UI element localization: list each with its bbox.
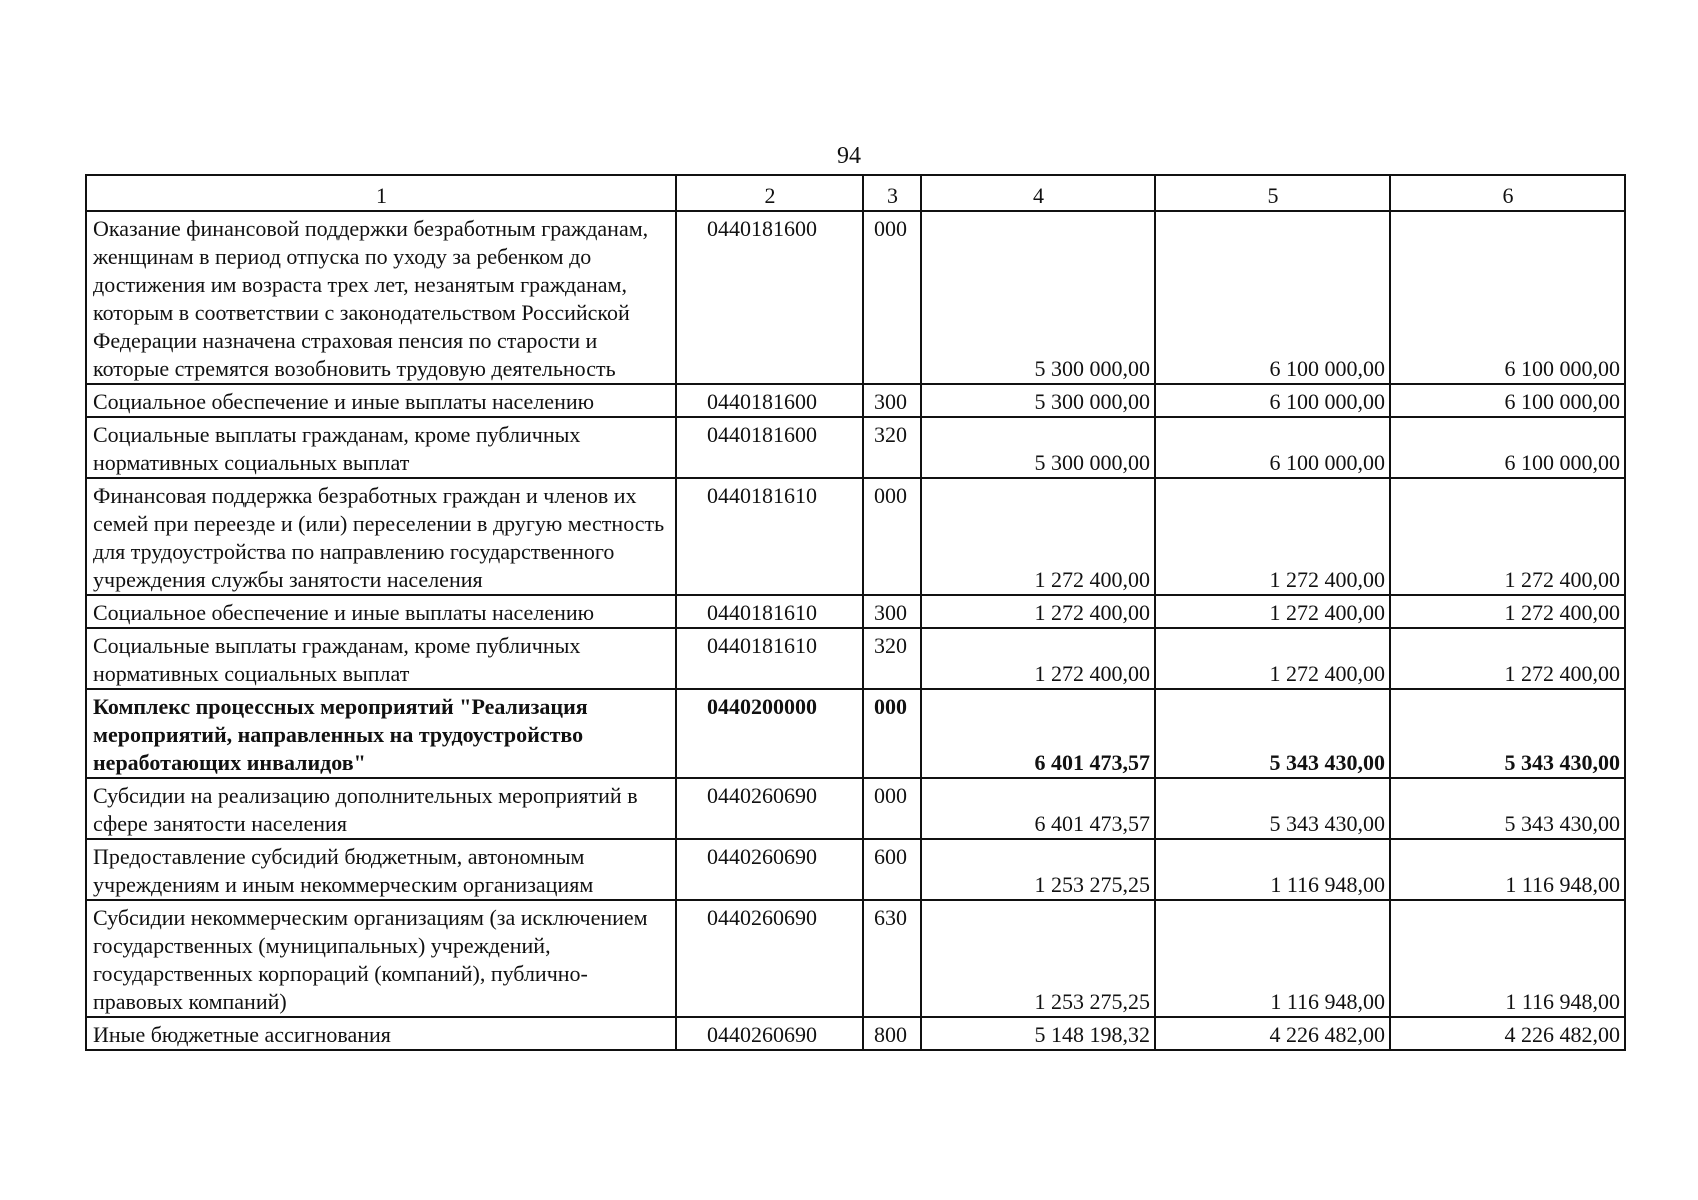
row-name-cell: Социальное обеспечение и иные выплаты населению (86, 595, 676, 628)
row-type-cell: 630 (863, 900, 921, 1017)
row-name-cell: Социальные выплаты гражданам, кроме публичных нормативных социальных выплат (86, 417, 676, 478)
row-amount-2-cell: 1 116 948,00 (1155, 839, 1390, 900)
row-type-cell: 800 (863, 1017, 921, 1050)
row-name-cell: Субсидии некоммерческим организациям (за исключением государственных (муниципальных) учреждений, государственных корпораций (компаний), публично-правовых компаний) (86, 900, 676, 1017)
table-row (86, 689, 1625, 778)
column-header-code: 2 (676, 175, 863, 211)
row-type-cell: 600 (863, 839, 921, 900)
column-header-name: 1 (86, 175, 676, 211)
row-type-cell: 300 (863, 384, 921, 417)
table-row (86, 478, 1625, 595)
row-amount-2-cell: 1 116 948,00 (1155, 900, 1390, 1017)
row-type-cell: 320 (863, 628, 921, 689)
table-row (86, 384, 1625, 417)
table-row (86, 595, 1625, 628)
row-name-cell: Предоставление субсидий бюджетным, автономным учреждениям и иным некоммерческим организациям (86, 839, 676, 900)
row-name-cell: Иные бюджетные ассигнования (86, 1017, 676, 1050)
table-body (86, 211, 1625, 1050)
row-amount-3-cell: 6 100 000,00 (1390, 417, 1625, 478)
column-header-amount-1: 4 (921, 175, 1155, 211)
page-number: 94 (837, 143, 861, 169)
table-row (86, 417, 1625, 478)
row-code-cell: 0440200000 (676, 689, 863, 778)
row-amount-2-cell: 6 100 000,00 (1155, 211, 1390, 384)
row-code-cell: 0440181610 (676, 628, 863, 689)
row-code-cell: 0440260690 (676, 778, 863, 839)
row-name-cell: Субсидии на реализацию дополнительных мероприятий в сфере занятости населения (86, 778, 676, 839)
row-amount-3-cell: 6 100 000,00 (1390, 211, 1625, 384)
row-code-cell: 0440181610 (676, 595, 863, 628)
budget-table (85, 174, 1626, 1051)
row-amount-1-cell: 6 401 473,57 (921, 778, 1155, 839)
column-header-amount-3: 6 (1390, 175, 1625, 211)
row-code-cell: 0440260690 (676, 900, 863, 1017)
row-code-cell: 0440181600 (676, 211, 863, 384)
row-amount-1-cell: 5 300 000,00 (921, 417, 1155, 478)
row-name-cell: Социальное обеспечение и иные выплаты населению (86, 384, 676, 417)
row-type-cell: 300 (863, 595, 921, 628)
row-amount-2-cell: 6 100 000,00 (1155, 417, 1390, 478)
table-row (86, 900, 1625, 1017)
row-amount-2-cell: 1 272 400,00 (1155, 478, 1390, 595)
row-amount-1-cell: 6 401 473,57 (921, 689, 1155, 778)
row-code-cell: 0440260690 (676, 839, 863, 900)
row-amount-2-cell: 4 226 482,00 (1155, 1017, 1390, 1050)
row-name-cell: Социальные выплаты гражданам, кроме публичных нормативных социальных выплат (86, 628, 676, 689)
row-amount-3-cell: 1 272 400,00 (1390, 478, 1625, 595)
row-amount-2-cell: 1 272 400,00 (1155, 628, 1390, 689)
row-amount-1-cell: 1 272 400,00 (921, 478, 1155, 595)
row-amount-3-cell: 4 226 482,00 (1390, 1017, 1625, 1050)
row-amount-3-cell: 5 343 430,00 (1390, 689, 1625, 778)
row-amount-3-cell: 1 116 948,00 (1390, 839, 1625, 900)
row-amount-2-cell: 1 272 400,00 (1155, 595, 1390, 628)
row-type-cell: 000 (863, 778, 921, 839)
row-amount-2-cell: 5 343 430,00 (1155, 689, 1390, 778)
row-amount-3-cell: 1 116 948,00 (1390, 900, 1625, 1017)
row-amount-2-cell: 6 100 000,00 (1155, 384, 1390, 417)
column-header-amount-2: 5 (1155, 175, 1390, 211)
row-amount-2-cell: 5 343 430,00 (1155, 778, 1390, 839)
table-header-row (86, 175, 1625, 211)
row-code-cell: 0440181600 (676, 417, 863, 478)
row-type-cell: 000 (863, 689, 921, 778)
row-amount-3-cell: 1 272 400,00 (1390, 595, 1625, 628)
row-amount-1-cell: 5 300 000,00 (921, 384, 1155, 417)
row-name-cell: Комплекс процессных мероприятий "Реализация мероприятий, направленных на трудоустройство неработающих инвалидов" (86, 689, 676, 778)
row-code-cell: 0440260690 (676, 1017, 863, 1050)
table-row (86, 628, 1625, 689)
row-type-cell: 320 (863, 417, 921, 478)
table-row (86, 211, 1625, 384)
row-amount-3-cell: 5 343 430,00 (1390, 778, 1625, 839)
row-amount-3-cell: 6 100 000,00 (1390, 384, 1625, 417)
row-code-cell: 0440181610 (676, 478, 863, 595)
table-row (86, 1017, 1625, 1050)
row-amount-1-cell: 5 148 198,32 (921, 1017, 1155, 1050)
row-name-cell: Финансовая поддержка безработных граждан и членов их семей при переезде и (или) переселении в другую местность для трудоустройства по направлению государственного учреждения службы занятости населения (86, 478, 676, 595)
row-type-cell: 000 (863, 211, 921, 384)
row-amount-3-cell: 1 272 400,00 (1390, 628, 1625, 689)
table-row (86, 839, 1625, 900)
row-amount-1-cell: 5 300 000,00 (921, 211, 1155, 384)
row-code-cell: 0440181600 (676, 384, 863, 417)
table-row (86, 778, 1625, 839)
row-amount-1-cell: 1 253 275,25 (921, 839, 1155, 900)
row-type-cell: 000 (863, 478, 921, 595)
row-amount-1-cell: 1 253 275,25 (921, 900, 1155, 1017)
row-amount-1-cell: 1 272 400,00 (921, 628, 1155, 689)
column-header-type: 3 (863, 175, 921, 211)
row-name-cell: Оказание финансовой поддержки безработным гражданам, женщинам в период отпуска по уходу за ребенком до достижения им возраста трех лет, незанятым гражданам, которым в соответствии с законодательством Российской Федерации назначена страховая пенсия по старости и которые стремятся возобновить трудовую деятельность (86, 211, 676, 384)
row-amount-1-cell: 1 272 400,00 (921, 595, 1155, 628)
